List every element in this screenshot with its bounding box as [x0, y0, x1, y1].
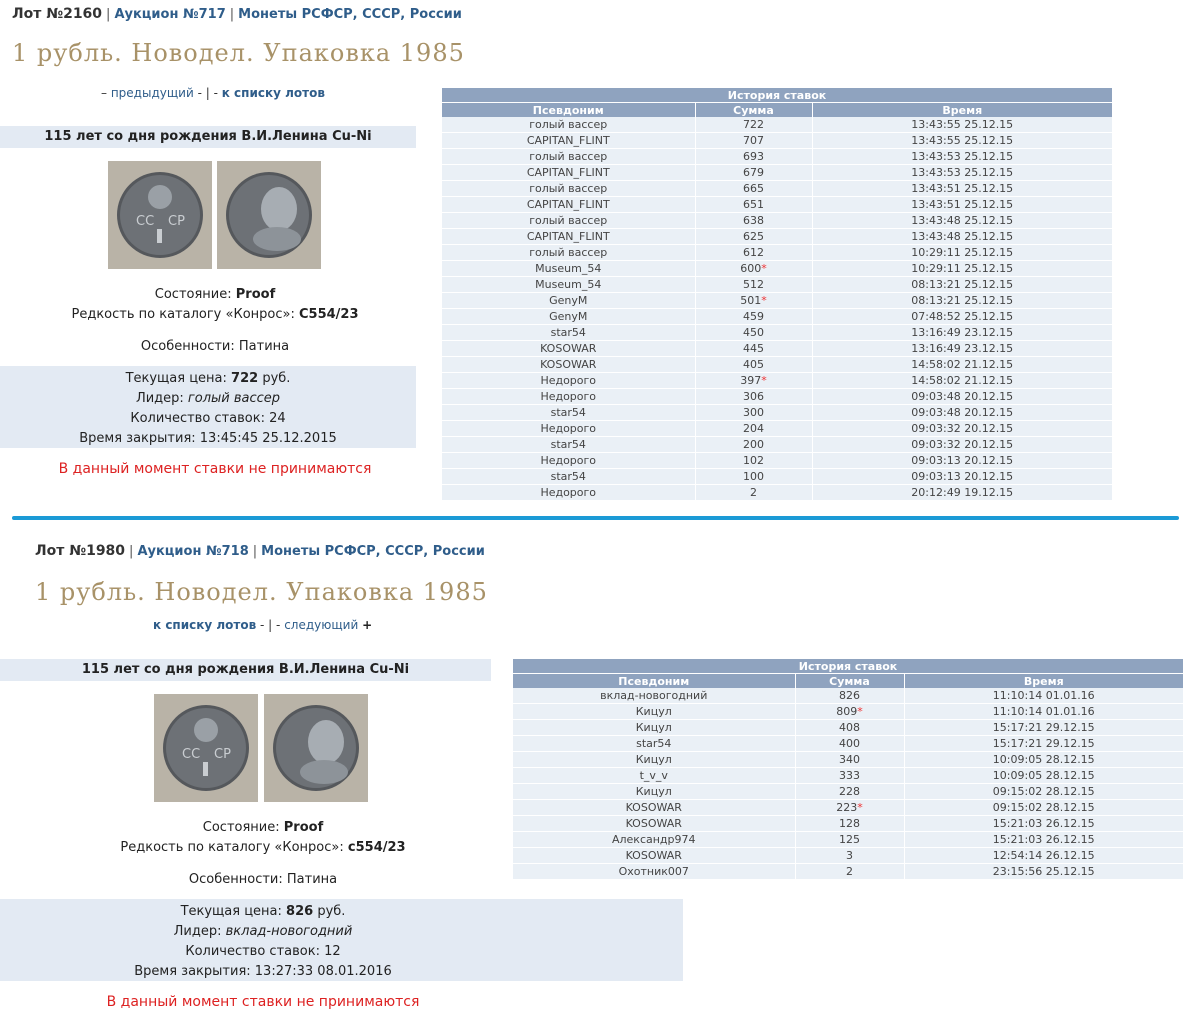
- category-link[interactable]: Монеты РСФСР, СССР, России: [238, 7, 462, 22]
- bid-amount: [795, 816, 904, 832]
- rarity-value: C554/23: [298, 307, 359, 322]
- bids-closed-message: В данный момент ставки не принимаются: [58, 461, 372, 477]
- bid-amount-value: 405: [743, 358, 764, 371]
- auction-link[interactable]: Аукцион №718: [137, 544, 249, 559]
- bid-amount-value: 693: [743, 150, 764, 163]
- bid-time: 11:10:14 01.01.16: [904, 688, 1183, 704]
- lot-navigation: к списку лотов - | - следующий +: [153, 618, 373, 632]
- bid-row: [442, 165, 1112, 181]
- current-price-value: 826: [286, 904, 314, 919]
- current-price: Текущая цена: 826 руб.: [180, 904, 346, 919]
- bid-amount-value: 445: [743, 342, 764, 355]
- bid-amount-value: 625: [743, 230, 764, 243]
- bid-row: [513, 816, 1183, 832]
- autobid-marker: *: [761, 374, 767, 387]
- column-header-nickname: Псевдоним: [513, 674, 795, 689]
- condition: Состояние: Proof: [154, 287, 276, 302]
- lot-properties: [0, 285, 430, 357]
- bid-nickname: Кицул: [513, 784, 795, 800]
- condition-value: Proof: [235, 287, 276, 302]
- column-header-amount: Сумма: [695, 103, 812, 118]
- current-price: Текущая цена: 722 руб.: [125, 371, 291, 386]
- bid-amount-value: 612: [743, 246, 764, 259]
- bid-nickname: Недорого: [442, 485, 695, 501]
- bids-count: Количество ставок: 24: [130, 411, 286, 426]
- bid-row: [513, 768, 1183, 784]
- bid-amount: [695, 421, 812, 437]
- bid-row: [513, 832, 1183, 848]
- bid-amount: [795, 864, 904, 880]
- bid-time: 13:43:53 25.12.15: [812, 149, 1112, 165]
- bid-amount-value: 200: [743, 438, 764, 451]
- bid-time: 08:13:21 25.12.15: [812, 277, 1112, 293]
- bid-amount: [695, 325, 812, 341]
- bid-row: [442, 117, 1112, 133]
- bid-time: 10:29:11 25.12.15: [812, 245, 1112, 261]
- bid-history-title: История ставок: [442, 88, 1112, 103]
- bid-amount-value: 450: [743, 326, 764, 339]
- bid-nickname: вклад-новогодний: [513, 688, 795, 704]
- bid-amount: [695, 293, 812, 309]
- bid-row: [442, 341, 1112, 357]
- bid-amount: [695, 197, 812, 213]
- bid-amount: [695, 213, 812, 229]
- bid-nickname: KOSOWAR: [513, 816, 795, 832]
- bid-time: 13:43:53 25.12.15: [812, 165, 1112, 181]
- lot-list-link[interactable]: к списку лотов: [153, 618, 257, 632]
- column-header-time: Время: [904, 674, 1183, 689]
- bid-amount-value: 2: [846, 865, 853, 878]
- rarity: Редкость по каталогу «Конрос»: C554/23: [71, 307, 359, 322]
- bid-status-box: [0, 899, 683, 981]
- lot-section-1980: [0, 522, 1193, 1033]
- bid-row: [442, 405, 1112, 421]
- section-divider: [12, 516, 1179, 520]
- bid-row: [442, 181, 1112, 197]
- prev-lot-link[interactable]: предыдущий: [110, 86, 194, 100]
- bid-amount-value: 501: [740, 294, 762, 307]
- bid-amount-value: 707: [743, 134, 764, 147]
- rarity: Редкость по каталогу «Конрос»: c554/23: [120, 840, 406, 855]
- bid-time: 14:58:02 21.12.15: [812, 357, 1112, 373]
- bid-nickname: GenyM: [442, 309, 695, 325]
- bid-row: [442, 325, 1112, 341]
- bid-amount-value: 2: [750, 486, 757, 499]
- bid-time: 10:09:05 28.12.15: [904, 752, 1183, 768]
- bid-nickname: Охотник007: [513, 864, 795, 880]
- bid-row: [442, 309, 1112, 325]
- coin-name: 115 лет со дня рождения В.И.Ленина Cu-Ni: [0, 659, 491, 681]
- svg-text:СС: СС: [136, 214, 155, 229]
- close-time: Время закрытия: 13:27:33 08.01.2016: [134, 964, 392, 979]
- bid-nickname: Museum_54: [442, 277, 695, 293]
- bid-row: [442, 261, 1112, 277]
- bid-amount-value: 125: [839, 833, 860, 846]
- bid-row: [442, 357, 1112, 373]
- leader-value: вклад-новогодний: [225, 924, 353, 939]
- bid-nickname: Недорого: [442, 389, 695, 405]
- bid-amount-value: 600: [740, 262, 762, 275]
- bid-nickname: CAPITAN_FLINT: [442, 229, 695, 245]
- bid-amount: [695, 117, 812, 133]
- bid-amount-value: 223: [836, 801, 858, 814]
- bid-row: [442, 437, 1112, 453]
- bid-row: [513, 704, 1183, 720]
- bid-row: [513, 848, 1183, 864]
- bid-nickname: KOSOWAR: [442, 357, 695, 373]
- svg-text:СР: СР: [168, 214, 185, 229]
- lot-navigation: – предыдущий - | - к списку лотов: [101, 86, 325, 100]
- bid-nickname: Недорого: [442, 421, 695, 437]
- bid-row: [442, 229, 1112, 245]
- bid-time: 13:43:55 25.12.15: [812, 117, 1112, 133]
- bid-time: 13:43:51 25.12.15: [812, 197, 1112, 213]
- lot-title: 1 рубль. Новодел. Упаковка 1985: [35, 578, 488, 606]
- bid-amount-value: 100: [743, 470, 764, 483]
- svg-text:СС: СС: [182, 747, 201, 762]
- bid-amount-value: 397: [740, 374, 762, 387]
- bid-nickname: star54: [442, 469, 695, 485]
- bid-amount-value: 306: [743, 390, 764, 403]
- bid-amount: [695, 165, 812, 181]
- bid-nickname: GenyM: [442, 293, 695, 309]
- features: Особенности: Патина: [188, 872, 338, 887]
- bid-amount-value: 809: [836, 705, 858, 718]
- bid-row: [442, 197, 1112, 213]
- bid-history-title: История ставок: [513, 659, 1183, 674]
- bid-amount: [795, 768, 904, 784]
- bid-amount-value: 651: [743, 198, 764, 211]
- bid-row: [442, 373, 1112, 389]
- close-time: Время закрытия: 13:45:45 25.12.2015: [79, 431, 337, 446]
- bid-nickname: CAPITAN_FLINT: [442, 133, 695, 149]
- bid-amount: [695, 229, 812, 245]
- bid-nickname: KOSOWAR: [513, 848, 795, 864]
- bid-history-table: [442, 88, 1112, 501]
- bid-amount: [695, 133, 812, 149]
- bid-time: 23:15:56 25.12.15: [904, 864, 1183, 880]
- bid-time: 09:03:48 20.12.15: [812, 405, 1112, 421]
- bid-nickname: Недорого: [442, 373, 695, 389]
- bid-time: 12:54:14 26.12.15: [904, 848, 1183, 864]
- bid-amount: [695, 261, 812, 277]
- bid-nickname: CAPITAN_FLINT: [442, 165, 695, 181]
- bid-row: [442, 133, 1112, 149]
- bid-time: 10:09:05 28.12.15: [904, 768, 1183, 784]
- bid-time: 09:03:48 20.12.15: [812, 389, 1112, 405]
- bid-nickname: CAPITAN_FLINT: [442, 197, 695, 213]
- bid-amount: [695, 469, 812, 485]
- leader: Лидер: голый вассер: [135, 391, 281, 406]
- bid-amount: [695, 149, 812, 165]
- bid-amount: [795, 688, 904, 704]
- bid-nickname: Кицул: [513, 752, 795, 768]
- bid-amount-value: 128: [839, 817, 860, 830]
- bid-amount-value: 679: [743, 166, 764, 179]
- column-header-amount: Сумма: [795, 674, 904, 689]
- bid-nickname: голый вассер: [442, 181, 695, 197]
- bid-row: [442, 149, 1112, 165]
- rarity-value: c554/23: [347, 840, 406, 855]
- bid-row: [442, 469, 1112, 485]
- bid-row: [442, 277, 1112, 293]
- bids-closed-message: В данный момент ставки не принимаются: [106, 994, 420, 1010]
- bid-amount: [795, 736, 904, 752]
- column-header-nickname: Псевдоним: [442, 103, 695, 118]
- bid-time: 09:15:02 28.12.15: [904, 800, 1183, 816]
- next-lot-link[interactable]: следующий: [284, 618, 359, 632]
- column-header-time: Время: [812, 103, 1112, 118]
- lot-number: Лот №2160: [12, 6, 103, 22]
- bid-time: 20:12:49 19.12.15: [812, 485, 1112, 501]
- bid-nickname: Кицул: [513, 720, 795, 736]
- bid-amount: [795, 752, 904, 768]
- autobid-marker: *: [761, 262, 767, 275]
- bid-nickname: t_v_v: [513, 768, 795, 784]
- lot-title: 1 рубль. Новодел. Упаковка 1985: [12, 39, 465, 67]
- bid-amount: [795, 800, 904, 816]
- coin-obverse-image[interactable]: [154, 694, 258, 802]
- bid-nickname: голый вассер: [442, 213, 695, 229]
- auction-link[interactable]: Аукцион №717: [114, 7, 226, 22]
- lot-number: Лот №1980: [35, 543, 126, 559]
- leader: Лидер: вклад-новогодний: [173, 924, 353, 939]
- bid-status-box: [0, 366, 416, 448]
- bid-amount: [795, 832, 904, 848]
- bid-amount-value: 228: [839, 785, 860, 798]
- svg-text:СР: СР: [214, 747, 231, 762]
- bid-time: 14:58:02 21.12.15: [812, 373, 1112, 389]
- bid-amount-value: 340: [839, 753, 860, 766]
- bid-time: 13:43:48 25.12.15: [812, 229, 1112, 245]
- leader-value: голый вассер: [187, 391, 281, 406]
- bid-time: 09:03:13 20.12.15: [812, 469, 1112, 485]
- breadcrumb: Лот №1980 | Аукцион №718 | Монеты РСФСР, СССР, России: [35, 543, 485, 559]
- bid-amount-value: 333: [839, 769, 860, 782]
- autobid-marker: *: [761, 294, 767, 307]
- bid-amount: [695, 309, 812, 325]
- bid-nickname: Александр974: [513, 832, 795, 848]
- bid-nickname: star54: [442, 405, 695, 421]
- bid-row: [442, 453, 1112, 469]
- bid-amount: [695, 485, 812, 501]
- bid-time: 13:16:49 23.12.15: [812, 325, 1112, 341]
- bid-amount: [695, 373, 812, 389]
- bid-amount: [795, 720, 904, 736]
- bid-time: 13:16:49 23.12.15: [812, 341, 1112, 357]
- bid-nickname: Museum_54: [442, 261, 695, 277]
- bid-row: [513, 800, 1183, 816]
- bid-time: 15:21:03 26.12.15: [904, 816, 1183, 832]
- bid-amount: [695, 405, 812, 421]
- bid-history-table: [513, 659, 1183, 880]
- bid-row: [442, 245, 1112, 261]
- coin-reverse-image[interactable]: [264, 694, 368, 802]
- bid-time: 15:17:21 29.12.15: [904, 736, 1183, 752]
- bid-time: 09:15:02 28.12.15: [904, 784, 1183, 800]
- bid-amount: [695, 453, 812, 469]
- bid-nickname: KOSOWAR: [513, 800, 795, 816]
- bid-nickname: Кицул: [513, 704, 795, 720]
- coin-name: 115 лет со дня рождения В.И.Ленина Cu-Ni: [0, 126, 416, 148]
- bid-nickname: голый вассер: [442, 117, 695, 133]
- bid-time: 09:03:32 20.12.15: [812, 437, 1112, 453]
- bid-amount-value: 3: [846, 849, 853, 862]
- coin-reverse-image[interactable]: [217, 161, 321, 269]
- bid-amount-value: 512: [743, 278, 764, 291]
- bid-nickname: Недорого: [442, 453, 695, 469]
- bid-nickname: star54: [442, 325, 695, 341]
- bid-amount-value: 722: [743, 118, 764, 131]
- features: Особенности: Патина: [140, 339, 290, 354]
- bid-time: 09:03:13 20.12.15: [812, 453, 1112, 469]
- bid-nickname: star54: [513, 736, 795, 752]
- bid-amount: [695, 181, 812, 197]
- bid-time: 11:10:14 01.01.16: [904, 704, 1183, 720]
- bid-nickname: голый вассер: [442, 149, 695, 165]
- bid-amount: [795, 848, 904, 864]
- bid-row: [442, 213, 1112, 229]
- bid-time: 15:21:03 26.12.15: [904, 832, 1183, 848]
- bid-time: 09:03:32 20.12.15: [812, 421, 1112, 437]
- bid-row: [513, 784, 1183, 800]
- bid-amount: [695, 357, 812, 373]
- bid-amount-value: 459: [743, 310, 764, 323]
- bid-amount-value: 826: [839, 689, 860, 702]
- bid-amount-value: 408: [839, 721, 860, 734]
- lot-list-link[interactable]: к списку лотов: [221, 86, 325, 100]
- category-link[interactable]: Монеты РСФСР, СССР, России: [261, 544, 485, 559]
- bid-time: 07:48:52 25.12.15: [812, 309, 1112, 325]
- bid-amount: [695, 389, 812, 405]
- bid-amount: [695, 277, 812, 293]
- bid-amount-value: 300: [743, 406, 764, 419]
- autobid-marker: *: [857, 801, 863, 814]
- bid-row: [513, 752, 1183, 768]
- condition-value: Proof: [283, 820, 324, 835]
- bid-amount-value: 102: [743, 454, 764, 467]
- bid-amount: [695, 341, 812, 357]
- bid-amount-value: 665: [743, 182, 764, 195]
- bid-time: 13:43:48 25.12.15: [812, 213, 1112, 229]
- bid-amount: [795, 704, 904, 720]
- coin-obverse-image[interactable]: [108, 161, 212, 269]
- bid-amount: [695, 245, 812, 261]
- bid-row: [513, 864, 1183, 880]
- bid-row: [442, 293, 1112, 309]
- bid-amount: [695, 437, 812, 453]
- bid-amount-value: 638: [743, 214, 764, 227]
- bid-nickname: голый вассер: [442, 245, 695, 261]
- bid-row: [513, 688, 1183, 704]
- bid-amount-value: 400: [839, 737, 860, 750]
- bid-nickname: KOSOWAR: [442, 341, 695, 357]
- lot-properties: [0, 818, 526, 890]
- bid-row: [442, 421, 1112, 437]
- bid-time: 15:17:21 29.12.15: [904, 720, 1183, 736]
- bid-time: 10:29:11 25.12.15: [812, 261, 1112, 277]
- bid-amount: [795, 784, 904, 800]
- autobid-marker: *: [857, 705, 863, 718]
- bid-amount-value: 204: [743, 422, 764, 435]
- lot-section-2160: [0, 0, 1193, 512]
- breadcrumb: Лот №2160 | Аукцион №717 | Монеты РСФСР, СССР, России: [12, 6, 462, 22]
- bid-row: [513, 720, 1183, 736]
- bid-time: 13:43:51 25.12.15: [812, 181, 1112, 197]
- bid-time: 13:43:55 25.12.15: [812, 133, 1112, 149]
- bid-row: [442, 485, 1112, 501]
- bids-count: Количество ставок: 12: [185, 944, 341, 959]
- current-price-value: 722: [231, 371, 259, 386]
- condition: Состояние: Proof: [202, 820, 324, 835]
- bid-time: 08:13:21 25.12.15: [812, 293, 1112, 309]
- bid-row: [442, 389, 1112, 405]
- bid-nickname: star54: [442, 437, 695, 453]
- bid-row: [513, 736, 1183, 752]
